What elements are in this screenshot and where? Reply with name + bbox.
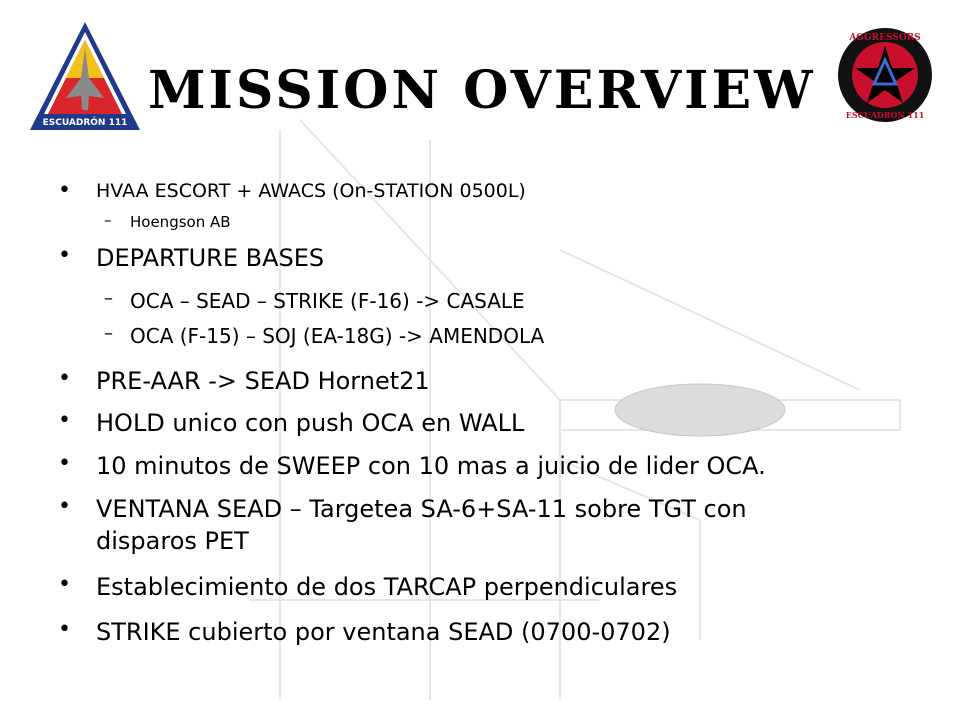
logo-left-text: ESCUADRÓN 111: [42, 118, 128, 128]
bullet-text: HOLD unico con push OCA en WALL: [96, 409, 525, 437]
sub-bullet-dash: –: [104, 211, 112, 229]
slide-title: MISSION OVERVIEW: [148, 60, 816, 121]
logo-right-bottom-text: ESCUADRON 111: [845, 110, 925, 120]
bullet-text: PRE-AAR -> SEAD Hornet21: [96, 367, 430, 395]
sub-bullet-text: Hoengson AB: [130, 213, 231, 231]
bullet-text-line2: disparos PET: [96, 527, 249, 555]
bullet-dot: •: [58, 243, 71, 268]
bullet-text: DEPARTURE BASES: [96, 244, 325, 272]
bullet-text: VENTANA SEAD – Targetea SA-6+SA-11 sobre TGT con: [96, 495, 747, 523]
bullet-dot: •: [58, 178, 71, 203]
bullet-text: STRIKE cubierto por ventana SEAD (0700-0702): [96, 618, 671, 646]
bullet-dot: •: [58, 451, 71, 476]
bullet-text: 10 minutos de SWEEP con 10 mas a juicio de lider OCA.: [96, 452, 766, 480]
sub-bullet-text: OCA – SEAD – STRIKE (F-16) -> CASALE: [130, 289, 525, 313]
bullet-dot: •: [58, 494, 71, 519]
bullet-dot: •: [58, 408, 71, 433]
sub-bullet-text: OCA (F-15) – SOJ (EA-18G) -> AMENDOLA: [130, 324, 545, 348]
bullet-dot: •: [58, 617, 71, 642]
bullet-text: HVAA ESCORT + AWACS (On-STATION 0500L): [96, 180, 526, 202]
logo-right-top-text: AGGRESSORS: [849, 33, 921, 43]
sub-bullet-dash: –: [104, 288, 113, 309]
bullet-text: Establecimiento de dos TARCAP perpendiculares: [96, 573, 678, 601]
sub-bullet-dash: –: [104, 323, 113, 344]
bullet-dot: •: [58, 366, 71, 391]
bullet-dot: •: [58, 572, 71, 597]
